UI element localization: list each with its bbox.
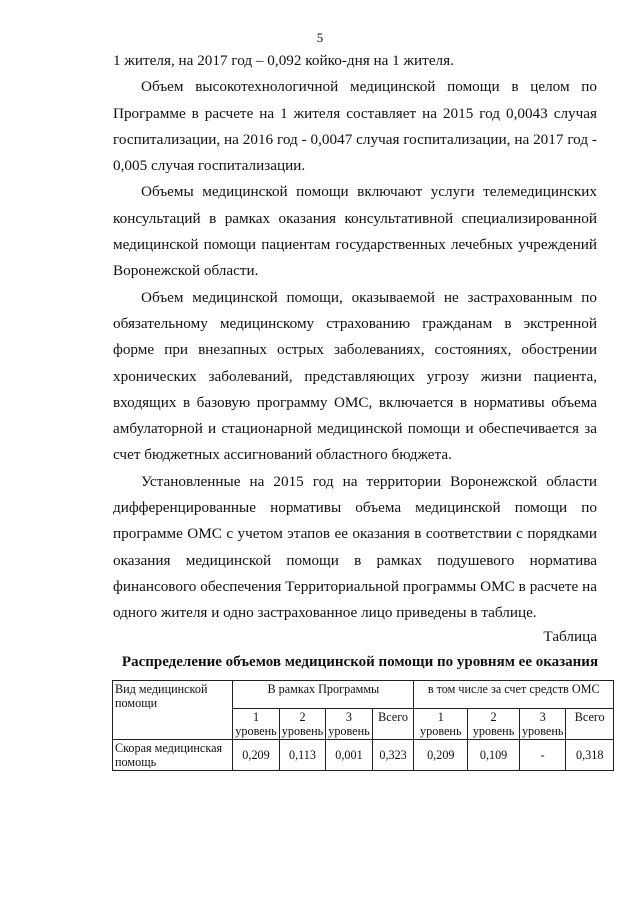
paragraph-differentiated-norms: Установленные на 2015 год на территории Воронежской области дифференцированные нормативы объема медицинской помощи по программе ОМС с учетом этапов ее оказания в соответствии с порядками оказания медицинской помощи в рамках подушевого норматива финансового обеспечения Территориальной программы ОМС в расчете на одного жителя и одно застрахованное лицо приведены в таблице.	[113, 472, 597, 622]
row-care-type: Скорая медицинская помощь	[113, 740, 233, 771]
header-program-level-3: 3 уровень	[326, 709, 372, 740]
header-program-level-2: 2 уровень	[279, 709, 325, 740]
table-label: Таблица	[543, 628, 597, 645]
header-program-total: Всего	[372, 709, 414, 740]
body-text	[113, 48, 597, 627]
header-oms: в том числе за счет средств ОМС	[414, 681, 614, 709]
paragraph-telemedicine: Объемы медицинской помощи включают услуги телемедицинских консультаций в рамках оказания консультативной специализированной медицинской помощи пациентам государственных лечебных учреждений Воронежской области.	[113, 183, 597, 280]
cell-oms-level-2: 0,109	[468, 740, 520, 771]
cell-program-level-1: 0,209	[233, 740, 279, 771]
cell-oms-level-1: 0,209	[414, 740, 468, 771]
cell-oms-level-3: -	[519, 740, 565, 771]
page-number: 5	[316, 30, 324, 45]
header-oms-level-1: 1 уровень	[414, 709, 468, 740]
cell-program-level-3: 0,001	[326, 740, 372, 771]
paragraph-continuation: 1 жителя, на 2017 год – 0,092 койко-дня на 1 жителя.	[113, 52, 454, 69]
cell-program-level-2: 0,113	[279, 740, 325, 771]
cell-program-total: 0,323	[372, 740, 414, 771]
table-title: Распределение объемов медицинской помощи по уровням ее оказания	[121, 654, 599, 670]
header-program-level-1: 1 уровень	[233, 709, 279, 740]
cell-oms-total: 0,318	[566, 740, 614, 771]
header-oms-level-3: 3 уровень	[519, 709, 565, 740]
header-oms-level-2: 2 уровень	[468, 709, 520, 740]
distribution-table	[112, 680, 614, 771]
table-header-row	[113, 681, 614, 709]
header-oms-total: Всего	[566, 709, 614, 740]
table-row	[113, 740, 614, 771]
header-program: В рамках Программы	[233, 681, 414, 709]
header-care-type: Вид медицинской помощи	[113, 681, 233, 740]
paragraph-high-tech-care: Объем высокотехнологичной медицинской помощи в целом по Программе в расчете на 1 жителя составляет на 2015 год 0,0043 случая госпитализации, на 2016 год - 0,0047 случая госпитализации, на 2017 год - 0,005 случая госпитализации.	[113, 78, 597, 175]
paragraph-uninsured-care: Объем медицинской помощи, оказываемой не застрахованным по обязательному медицинскому страхованию гражданам в экстренной форме при внезапных острых заболеваниях, состояниях, обострении хронических заболеваний, представляющих угрозу жизни пациента, входящих в базовую программу ОМС, включается в нормативы объема амбулаторной и стационарной медицинской помощи и обеспечивается за счет бюджетных ассигнований областного бюджета.	[113, 288, 597, 464]
